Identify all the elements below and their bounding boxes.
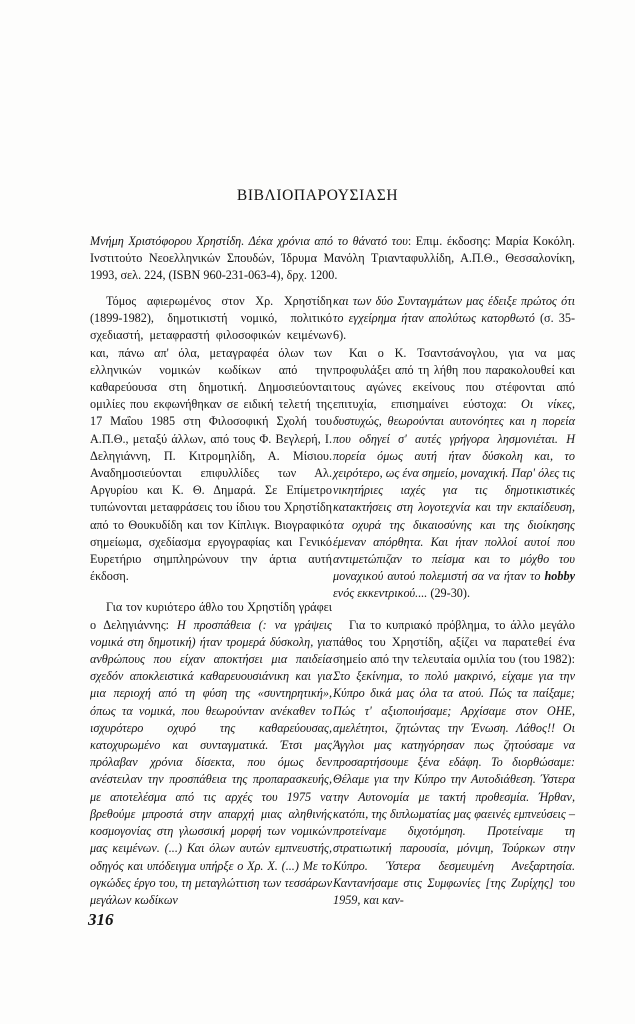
quote-text-a: Οι νίκες, δυστυχώς, θεωρούνται αυτονόητες και η πορεία που οδηγεί σ' αυτές γρήγορα λησμονιέται. Η πορεία όμως αυτή ήταν δύσκολη και, το χειρότερο, ως ένα σημείο, μοναχική. Παρ' όλες τις νικητήριες ιαχές για τις δημοτικιστικές κατακτήσεις στη λογοτεχνία και την εκπαίδευση, τα οχυρά της δικαιοσύνης και της διοίκησης έμεναν απόρθητα. Και ήταν πολλοί αυτοί που αντιμετώπιζαν το πείσμα και το μόχθο του μοναχικού αυτού πολεμιστή σα να ήταν το: [333, 397, 575, 584]
paragraph-intro: Τόμος αφιερωμένος στον Χρ. Χρηστίδη (1899-1982), δημοτικιστή νομικό, πολιτικό σχεδιαστή, μεταφραστή φιλοσοφικών κειμένων και, πάνω απ' όλα, μεταγραφέα όλων των ελληνικών νομικών κωδίκων από την καθαρεύουσα στη δημοτική. Δημοσιεύονται ομιλίες που εκφωνήθηκαν σε ειδική τελετή της 17 Μαΐου 1985 στη Φιλοσοφική Σχολή του Α.Π.Θ., μεταξύ άλλων, από τους Φ. Βεγλερή, Ι. Δεληγιάννη, Π. Κιτρομηλίδη, Α. Μίσιου. Αναδημοσιεύονται επιφυλλίδες των Αλ. Αργυρίου και Κ. Θ. Δημαρά. Σε Επίμετρο τυπώνονται μεταφράσεις του ίδιου του Χρηστίδη από το Θουκυδίδη και τον Κίπλιγκ. Βιογραφικό σημείωμα, σχεδίασμα εργογραφίας και Γενικό Ευρετήριο σημπληρώνουν την άρτια αυτή έκδοση.: [90, 294, 332, 584]
quote-intro: Για το κυπριακό πρόβλημα, το άλλο μεγάλο πάθος του Χρηστίδη, αξίζει να παρατεθεί ένα σημείο από την τελευταία ομιλία του (του 1982):: [333, 617, 575, 667]
section-title: ΒΙΒΛΙΟΠΑΡΟΥΣΙΑΣΗ: [236, 187, 399, 204]
quote-text: Η προσπάθεια (: να γράψεις νομικά στη δημοτική) ήταν τρομερά δύσκολη, για ανθρώπους που είχαν αποκτήσει μια παιδεία σχεδόν αποκλειστικά καθαρευουσιάνικη και για μια περιοχή από τη φύση της «συντηρητική», όπως τα νομικά, που θεωρούνταν ανέκαθεν το ισχυρότερο οχυρό της καθαρεύουσας, κατοχυρωμένο και συνταγματικά. Έτσι μας πρόλαβαν χρόνια δίσεκτα, που όμως δεν ανέστειλαν την προσπάθεια της προπαρασκευής, με αποτελέσμα από τις αρχές του 1975 να βρεθούμε μπροστά στην απαρχή μιας αληθινής κοσμογονίας στη γλωσσική μορφή των νομικών μας κειμένων. (...) Και όλων αυτών εμπνευστής, οδηγός και υπόδειγμα υπήρξε ο Χρ. Χ. (...) Με το ογκώδες έργο του, τη μεταγλώττιση των τεσσάρων μεγάλων κωδίκων: [90, 617, 332, 907]
quote-text: Στο ξεκίνημα, το πολύ μακρινό, είχαμε για την Κύπρο δικά μας όλα τα ατού. Πώς τα παίξαμε; Πώς τ' αξιοποιήσαμε; Αρχίσαμε στον ΟΗΕ, αμελέτητοι, ζητώντας την Ένωση. Λάθος!! Οι Άγγλοι μας κατηγόρησαν πως ζητούσαμε να προσαρτήσουμε ξένα εδάφη. Το διορθώσαμε: Θέλαμε για την Κύπρο την Αυτοδιάθεση. Ύστερα την Αυτονομία με τακτή προθεσμία. Ήρθαν, κατόπι, της διπλωματίας μας φαεινές εμπνεύσεις –προτείναμε διχοτόμηση. Προτείναμε τη στρατιωτική παρουσία, μόνιμη, Τούρκων στην Κύπρο. Ύστερα δεσμευμένη Ανεξαρτησία. Καντανήσαμε στις Συμφωνίες [της Ζυρίχης] του 1959, και καν-: [333, 669, 575, 907]
paragraph-tsantsanoglou-quote: [333, 345, 575, 603]
book-details: : Επιμ. έκδοσης: Μαρία Κοκόλη. Ινστιτούτο Νεοελληνικών Σπουδών, Ίδρυμα Μανόλη Τριανταφυλλίδη, Α.Π.Θ., Θεσσαλονίκη, 1993, σελ. 224, (ISBN 960-231-063-4), δρχ. 1200.: [90, 234, 575, 282]
quote-intro: Για τον κυριότερο άθλο του Χρηστίδη γράφει ο Δεληγιάννης:: [90, 600, 332, 632]
book-title: Μνήμη Χριστόφορου Χρηστίδη. Δέκα χρόνια από το θάνατό του: [90, 234, 408, 248]
paragraph-continuation: [333, 293, 575, 345]
book-bibliographic-entry: [90, 233, 575, 284]
paragraph-delegiannis-quote: [90, 599, 332, 909]
quote-intro: Και ο Κ. Τσαντσάνογλου, για να μας προφυλάξει από τη λήθη που παρακολουθεί και τους αγώνες εκείνους που στέφονται από επιτυχία, επισημαίνει εύστοχα:: [333, 345, 575, 412]
page-reference: (σ. 35-6).: [333, 311, 576, 343]
paragraph-cyprus-quote: [333, 617, 575, 909]
page-number: 316: [88, 910, 114, 929]
quote-text: και των δύο Συνταγμάτων μας έδειξε πρώτος ότι το εγχείρημα ήταν απολύτως κατορθωτό: [333, 294, 575, 326]
quote-text-b: ενός εκκεντρικού....: [333, 586, 428, 601]
quote-hobby: hobby: [544, 569, 575, 584]
page-reference: (29-30).: [427, 586, 470, 601]
right-column: [333, 293, 575, 909]
left-column: [90, 293, 332, 909]
